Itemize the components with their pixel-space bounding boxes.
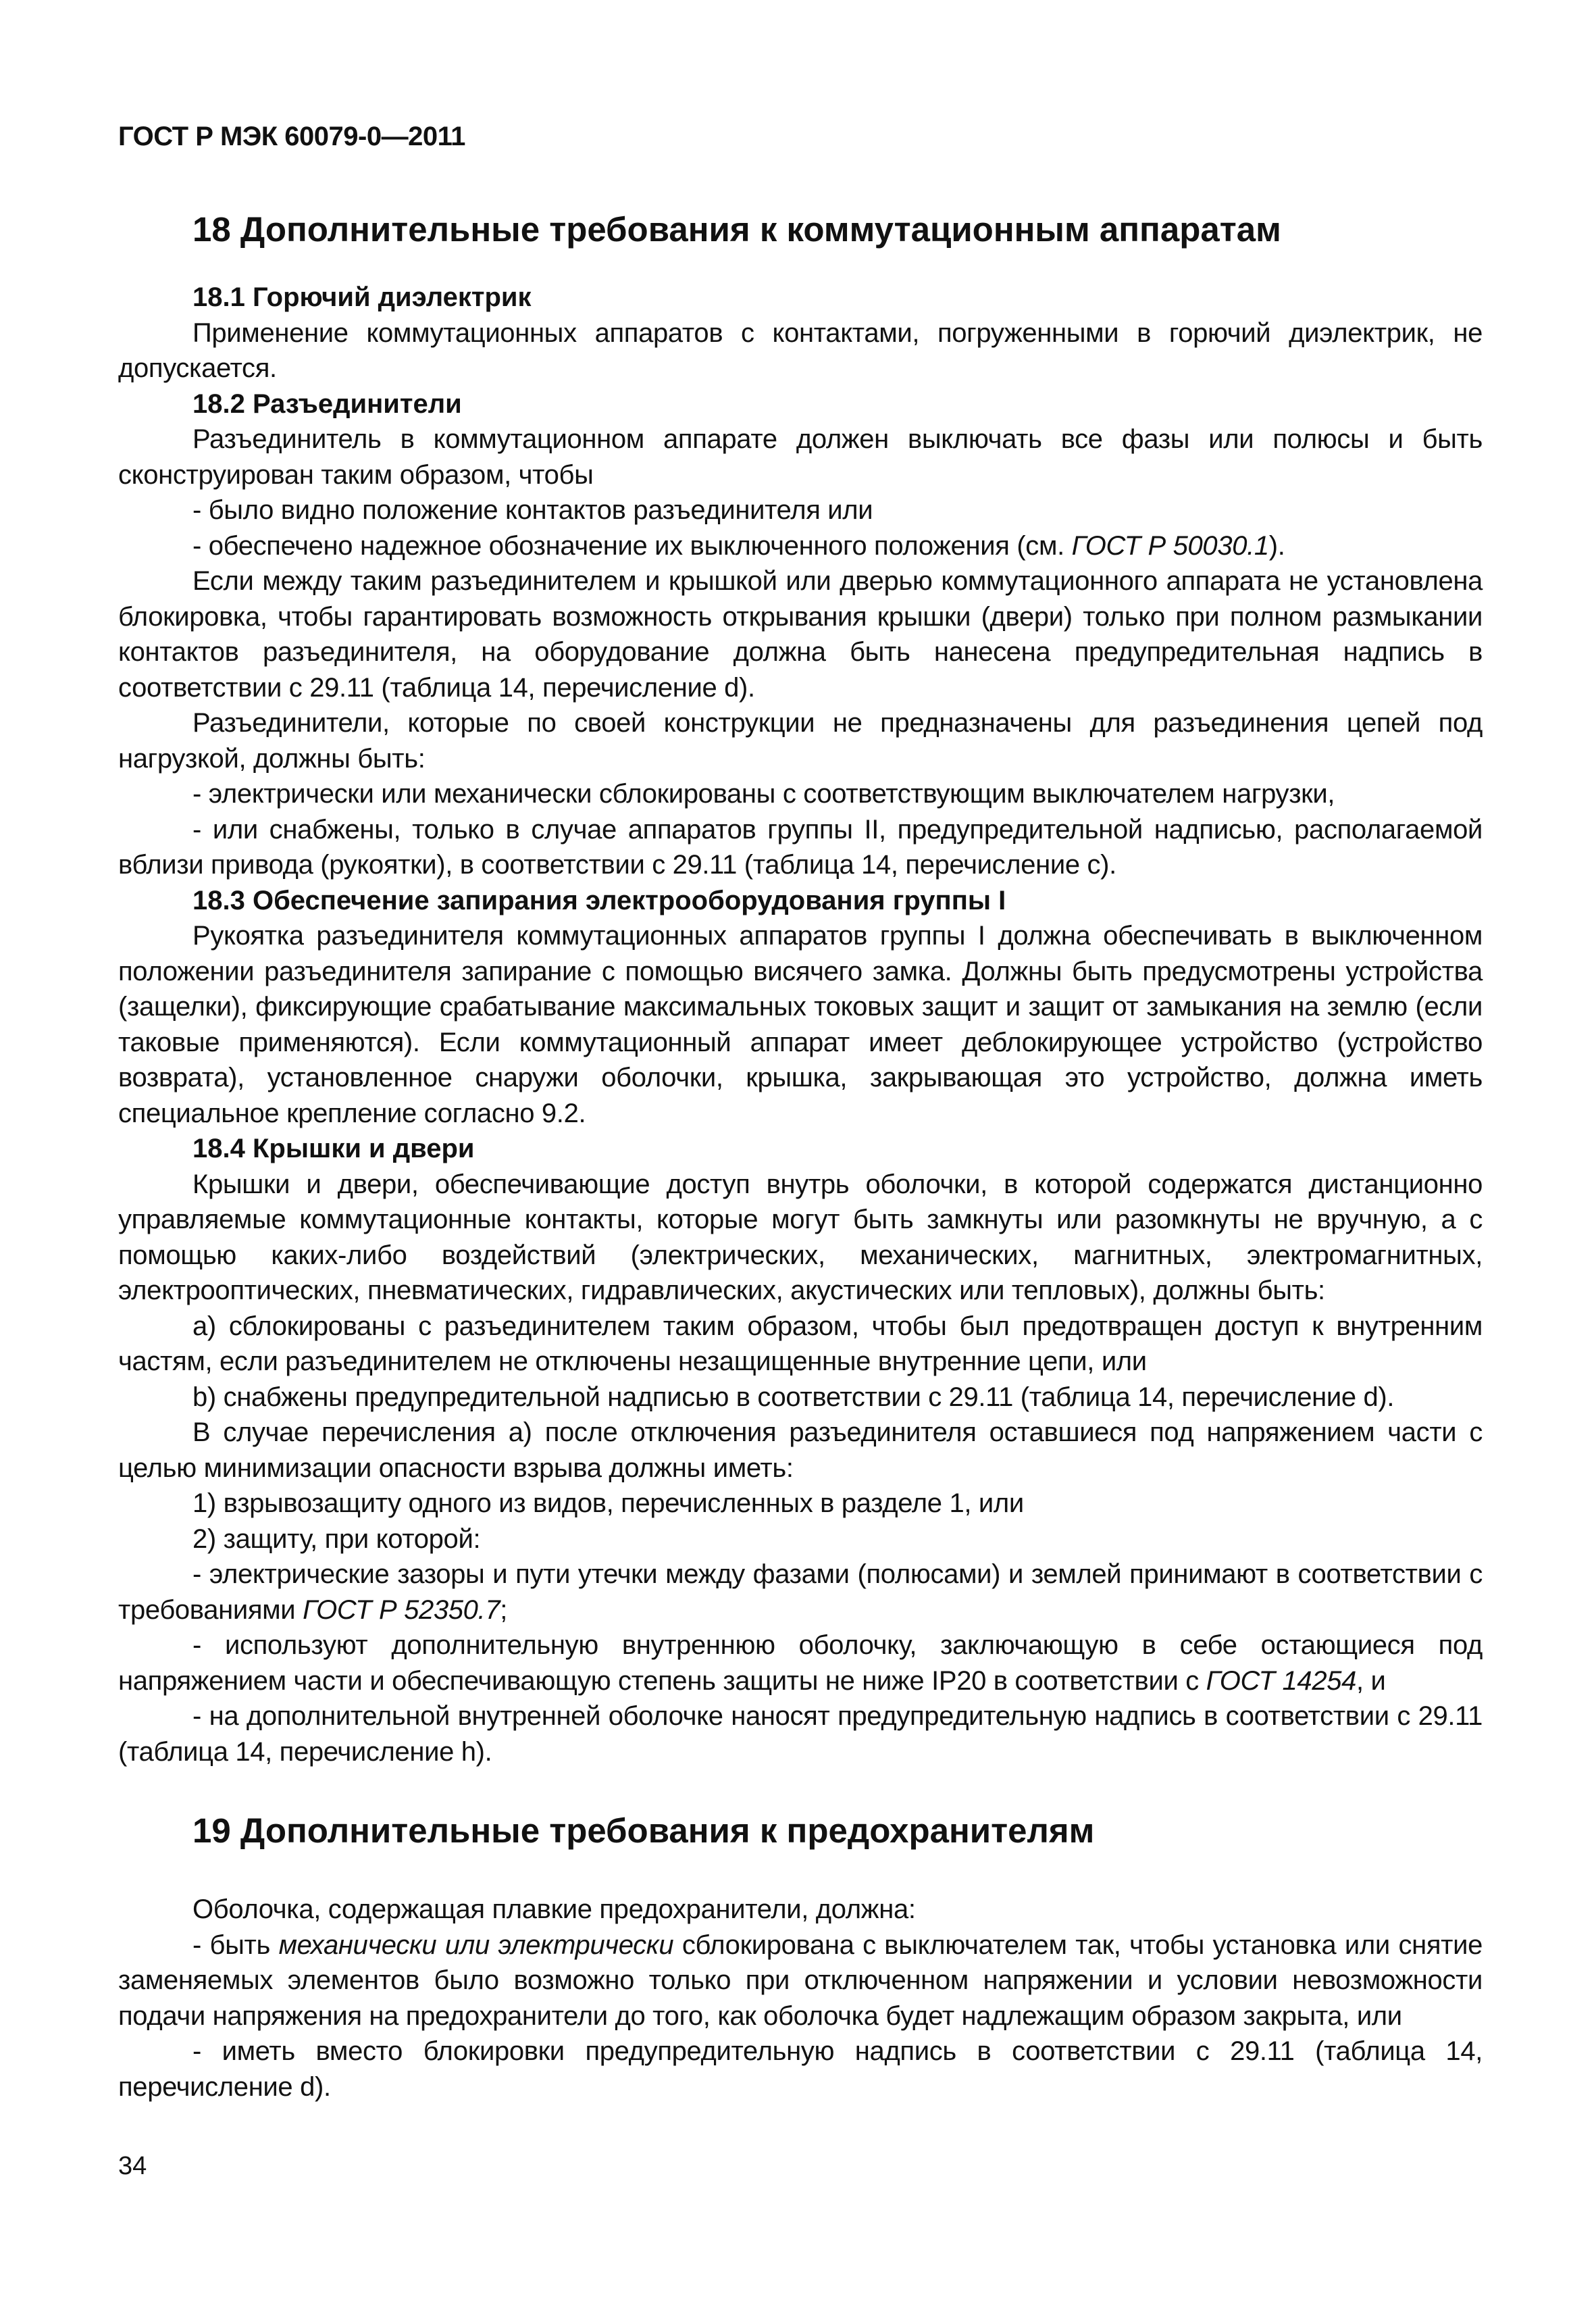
text-run: ; bbox=[500, 1594, 507, 1625]
section-19-title: 19 Дополнительные требования к предохранителям bbox=[192, 1811, 1095, 1851]
list-item: 1) взрывозащиту одного из видов, перечисленных в разделе 1, или bbox=[192, 1488, 1024, 1519]
text-run: ). bbox=[1268, 530, 1285, 561]
subsection-18-1-heading: 18.1 Горючий диэлектрик bbox=[192, 282, 532, 313]
list-item: - иметь вместо блокировки предупредительную надпись в соответствии с 29.11 (таблица 14, перечисление d). bbox=[118, 2036, 1483, 2102]
section-18-title: 18 Дополнительные требования к коммутационным аппаратам bbox=[192, 210, 1281, 249]
text-run: - электрические зазоры и пути утечки между фазами (полюсами) и землей принимают в соответствии с требованиями bbox=[118, 1559, 1483, 1625]
page-number: 34 bbox=[118, 2152, 147, 2180]
paragraph: Разъединители, которые по своей конструкции не предназначены для разъединения цепей под нагрузкой, должны быть: bbox=[118, 708, 1483, 774]
list-item bbox=[118, 1628, 1483, 1699]
paragraph: Рукоятка разъединителя коммутационных аппаратов группы I должна обеспечивать в выключенном положении разъединителя запирание с помощью висячего замка. Должны быть предусмотрены устройства (защелки), фиксирующие срабатывание максимальных токовых защит и защит от замыкания на землю (если таковые применяются). Если коммутационный аппарат имеет деблокирующее устройство (устройство возврата), установленное снаружи оболочки, крышка, закрывающая это устройство, должна иметь специальное крепление согласно 9.2. bbox=[118, 921, 1483, 1128]
paragraph: Разъединитель в коммутационном аппарате должен выключать все фазы или полюсы и быть сконструирован таким образом, чтобы bbox=[118, 424, 1483, 490]
list-item bbox=[118, 1928, 1483, 2034]
document-code-header: ГОСТ Р МЭК 60079-0—2011 bbox=[118, 122, 465, 151]
list-item: - электрически или механически сблокированы с соответствующим выключателем нагрузки, bbox=[192, 779, 1335, 809]
text-run: - используют дополнительную внутреннюю оболочку, заключающую в себе остающиеся под напряжением части и обеспечивающую степень защиты не ниже IP20 в соответствии с bbox=[118, 1630, 1483, 1696]
text-run: , и bbox=[1356, 1665, 1386, 1696]
paragraph: Если между таким разъединителем и крышкой или дверью коммутационного аппарата не установлена блокировка, чтобы гарантировать возможность открывания крышки (двери) только при полном размыкании контактов разъединителя, на оборудование должна быть нанесена предупредительная надпись в соответствии с 29.11 (таблица 14, перечисление d). bbox=[118, 566, 1483, 703]
list-item: 2) защиту, при которой: bbox=[192, 1524, 481, 1554]
standard-reference: ГОСТ Р 52350.7 bbox=[303, 1594, 500, 1625]
text-run: - быть bbox=[192, 1930, 279, 1960]
standard-reference: ГОСТ Р 50030.1 bbox=[1071, 530, 1269, 561]
list-item bbox=[118, 1557, 1483, 1628]
standard-reference: ГОСТ 14254 bbox=[1206, 1665, 1357, 1696]
text-run: - обеспечено надежное обозначение их выключенного положения (см. bbox=[192, 530, 1072, 561]
list-item: - или снабжены, только в случае аппаратов группы II, предупредительной надписью, располагаемой вблизи привода (рукоятки), в соответствии с 29.11 (таблица 14, перечисление с). bbox=[118, 814, 1483, 880]
emphasized-text: механически или электрически bbox=[278, 1930, 674, 1960]
document-page bbox=[118, 122, 1483, 2105]
subsection-18-2-heading: 18.2 Разъединители bbox=[192, 388, 462, 419]
list-item: а) сблокированы с разъединителем таким образом, чтобы был предотвращен доступ к внутренним частям, если разъединителем не отключены незащищенные внутренние цепи, или bbox=[118, 1311, 1483, 1377]
paragraph: Оболочка, содержащая плавкие предохранители, должна: bbox=[192, 1894, 916, 1925]
list-item bbox=[118, 528, 1483, 564]
subsection-18-3-heading: 18.3 Обеспечение запирания электрооборудования группы I bbox=[192, 885, 1006, 915]
paragraph: В случае перечисления а) после отключения разъединителя оставшиеся под напряжением части с целью минимизации опасности взрыва должны иметь: bbox=[118, 1417, 1483, 1483]
paragraph: Крышки и двери, обеспечивающие доступ внутрь оболочки, в которой содержатся дистанционно управляемые коммутационные контакты, которые могут быть замкнуты или разомкнуты не вручную, а с помощью каких-либо воздействий (электрических, механических, магнитных, электромагнитных, электрооптических, пневматических, гидравлических, акустических или тепловых), должны быть: bbox=[118, 1169, 1483, 1306]
list-item: b) снабжены предупредительной надписью в соответствии с 29.11 (таблица 14, перечисление d). bbox=[192, 1382, 1395, 1412]
subsection-18-4-heading: 18.4 Крышки и двери bbox=[192, 1134, 475, 1164]
paragraph: Применение коммутационных аппаратов с контактами, погруженными в горючий диэлектрик, не допускается. bbox=[118, 318, 1483, 384]
text-run: сблокирована с выключателем так, чтобы установка или снятие заменяемых элементов было возможно только при отключенном напряжении и условии невозможности подачи напряжения на предохранители до того, как оболочка будет надлежащим образом закрыта, или bbox=[118, 1930, 1483, 2031]
list-item: - на дополнительной внутренней оболочке наносят предупредительную надпись в соответствии с 29.11 (таблица 14, перечисление h). bbox=[118, 1701, 1483, 1767]
list-item: - было видно положение контактов разъединителя или bbox=[192, 495, 873, 526]
